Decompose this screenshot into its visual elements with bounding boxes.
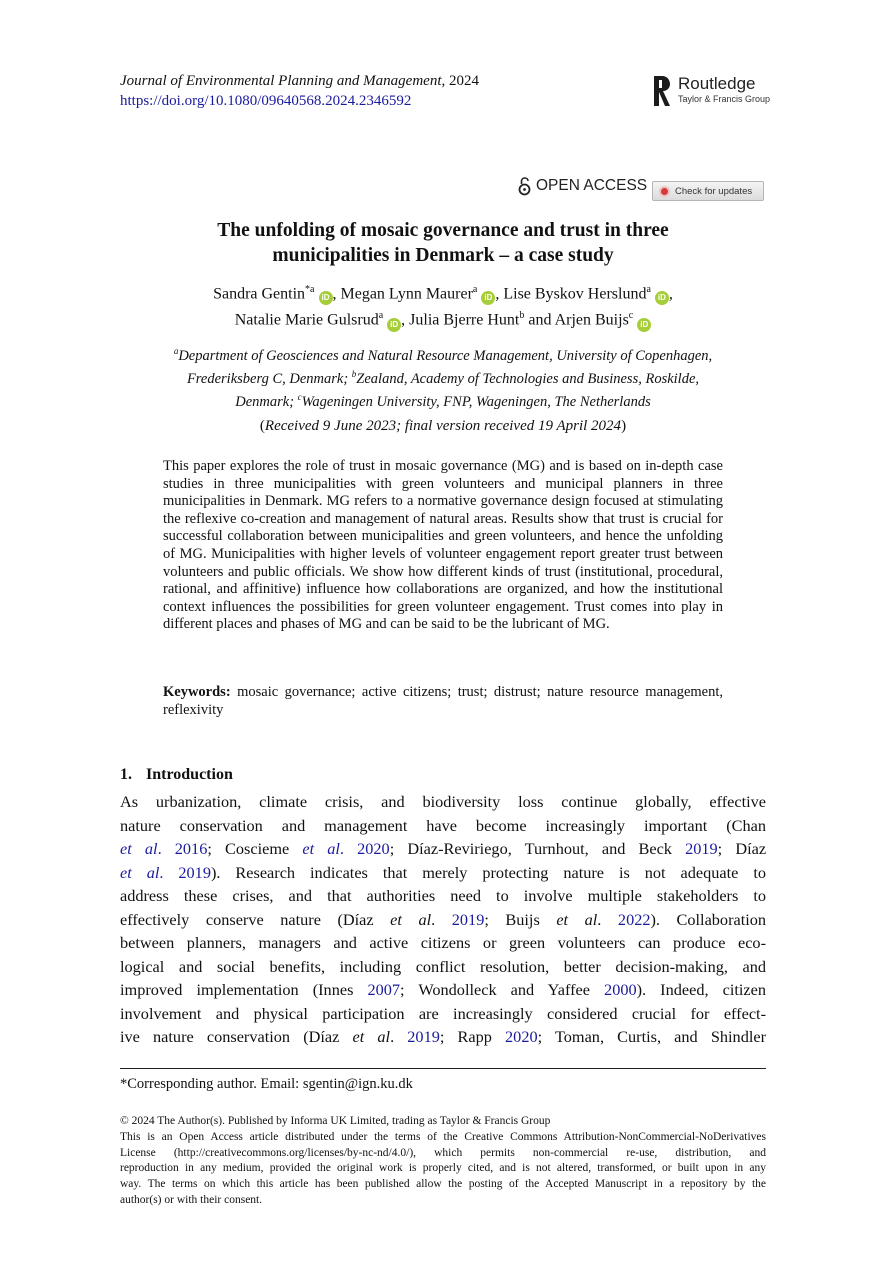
body-text-segment: between planners, managers and active citizens or green volunteers can produce eco- [120, 933, 766, 952]
author-affil-mark: b [519, 310, 525, 322]
affiliation-b: Zealand, Academy of Technologies and Business, Roskilde, [356, 370, 700, 387]
body-text-segment: ). Collaboration [650, 909, 767, 929]
routledge-mark-icon [650, 74, 672, 108]
license-line[interactable]: License (http://creativecommons.org/licenses/by-nc-nd/4.0/), which permits non-commercial re-use, distribution, and [120, 1146, 766, 1159]
citation-link[interactable]: et al [120, 862, 160, 882]
keywords [163, 684, 723, 719]
received-text: Received 9 June 2023; final version received 19 April 2024 [264, 418, 622, 434]
citation-link[interactable]: 2019 [407, 1027, 440, 1046]
affiliation-b-cont: Denmark; [235, 393, 298, 410]
corresponding-text: Corresponding author. Email: sgentin@ign.ku.dk [127, 1076, 413, 1092]
introduction-body [120, 790, 766, 1049]
orcid-icon[interactable]: iD [481, 291, 495, 305]
abstract: This paper explores the role of trust in mosaic governance (MG) and is based on in-depth case studies in three municipalities with green volunteers and municipal planners in three municipalities in Denmark. MG refers to a normative governance design focused at stimulating the reflexive co-creation and management of natural areas. Results show that trust is crucial for successful collaboration between municipalities and green volunteers, and hence the unfolding of MG. Municipalities with higher levels of volunteer engagement report greater trust between volunteers and public officials. We show how different kinds of trust (institutional, procedural, rational, and affinitive) influence how collaborations are organized, and how the institutional context influences the possibilities for green volunteer engagement. Trust comes into play in different places and phases of MG and can be said to be the lubricant of MG. [163, 458, 723, 633]
body-text-segment: ive nature conservation (Díaz [120, 1027, 353, 1046]
citation-link[interactable]: 2007 [367, 980, 401, 999]
body-text-segment: As urbanization, climate crisis, and biodiversity loss continue globally, effective [120, 792, 766, 811]
publisher-subtitle: Taylor & Francis Group [678, 94, 771, 104]
section-title: Introduction [146, 766, 233, 783]
open-access-label: OPEN ACCESS [536, 177, 648, 194]
body-text-segment: improved implementation (Innes [120, 980, 368, 999]
orcid-icon[interactable]: iD [655, 291, 669, 305]
body-text-segment: address these crises, and that authorities need to involve multiple stakeholders to [120, 886, 766, 905]
body-text-segment: effectively conserve nature (Díaz [120, 909, 391, 929]
orcid-icon[interactable]: iD [387, 318, 401, 332]
affiliation-a: Department of Geosciences and Natural Resource Management, University of Copenhagen, [178, 347, 713, 364]
title-line-2: municipalities in Denmark – a case study [272, 245, 614, 266]
license-line: way. The terms on which this article has been published allow the posting of the Accepted Manuscript in a repository by the [120, 1178, 766, 1191]
body-text-segment: ; Coscieme [207, 839, 303, 858]
citation-link[interactable]: et al [302, 839, 340, 858]
body-text-segment: ; Rapp [439, 1027, 506, 1046]
citation-link[interactable]: et al [120, 839, 158, 858]
doi-link[interactable]: https://doi.org/10.1080/09640568.2024.2346592 [120, 93, 412, 109]
section-heading [120, 765, 233, 785]
citation-link[interactable]: . 2019 [159, 862, 211, 882]
title-line-1: The unfolding of mosaic governance and trust in three [217, 220, 669, 241]
citation-link[interactable]: 2020 [505, 1027, 538, 1046]
body-text-segment: ). Research indicates that merely protecting nature is not adequate to [210, 862, 767, 882]
body-text-segment: ; Toman, Curtis, and Shindler [537, 1027, 767, 1046]
body-text-segment: ; Díaz-Reviriego, Turnhout, and Beck [389, 839, 686, 858]
body-text-segment: et al [352, 1027, 391, 1046]
body-line [120, 1002, 766, 1026]
body-text-segment: ). Indeed, citizen [636, 980, 766, 999]
affil-mark: b [351, 368, 357, 379]
citation-link[interactable]: 2019 [451, 909, 485, 929]
affil-mark: a [173, 346, 179, 356]
received-dates: (Received 9 June 2023; final version received 19 April 2024) [259, 418, 627, 434]
check-for-updates-label: Check for updates [675, 185, 753, 197]
body-text-segment: logical and social benefits, including conflict resolution, better decision-making, and [120, 956, 766, 976]
footnote-divider [120, 1068, 766, 1069]
article-title [120, 218, 766, 268]
journal-year: , 2024 [441, 73, 479, 89]
body-text-segment: ; Buijs [484, 909, 557, 929]
open-lock-icon [518, 177, 531, 196]
body-line [120, 884, 766, 908]
author-affil-mark: *a [305, 284, 315, 295]
journal-name: Journal of Environmental Planning and Management [120, 73, 442, 89]
author-name[interactable]: Sandra Gentin [213, 285, 306, 303]
citation-link[interactable]: . 2020 [339, 839, 390, 858]
citation-link[interactable]: 2000 [604, 980, 637, 999]
affiliations [120, 342, 766, 410]
copyright-notice [120, 1114, 766, 1209]
license-line: author(s) or with their consent. [120, 1193, 263, 1206]
affiliation-c: Wageningen University, FNP, Wageningen, The Netherlands [301, 393, 651, 410]
keywords-list: mosaic governance; active citizens; trust; distrust; nature resource management, reflexivity [163, 684, 723, 718]
body-text-segment: et al [556, 909, 598, 929]
publisher-logo [650, 74, 780, 110]
body-text-segment: . [597, 909, 618, 929]
corresponding-mark: * [120, 1076, 128, 1092]
citation-link[interactable]: . 2016 [157, 839, 208, 858]
author-name[interactable]: Megan Lynn Maurer [340, 285, 473, 303]
affil-mark: c [297, 391, 302, 402]
body-text-segment: ; Díaz [717, 839, 767, 858]
body-line [120, 931, 766, 955]
citation-link[interactable]: 2022 [617, 909, 651, 929]
keywords-label: Keywords: [163, 684, 231, 700]
author-affil-mark: a [472, 284, 478, 295]
body-line [120, 1025, 766, 1049]
body-line [120, 861, 766, 885]
author-list: Sandra Gentin$^{*a}$iD , Megan Lynn Maurer$^a$iD , Lise Byskov Herslund$^a$iD , Natalie Marie Gulsrud$^a$iD , Julia Bjerre Hunt$^b$ and Arjen Buijs$^c$iD [120, 279, 766, 332]
crossmark-icon [659, 186, 670, 197]
license-line: This is an Open Access article distributed under the terms of the Creative Commons Attribution-NonCommercial-NoDerivatives [120, 1130, 766, 1143]
body-line [120, 790, 766, 814]
body-line [120, 837, 766, 861]
author-name[interactable]: Lise Byskov Herslund [503, 285, 647, 303]
body-text-segment: et al [390, 909, 432, 929]
citation-link[interactable]: 2019 [685, 839, 718, 858]
author-affil-mark: a [378, 310, 384, 322]
author-affil-mark: a [646, 284, 651, 295]
check-for-updates-button[interactable] [652, 181, 764, 201]
body-line [120, 908, 766, 932]
publisher-name: Routledge [678, 74, 756, 93]
author-affil-mark: c [628, 310, 634, 322]
body-text-segment: . [390, 1027, 408, 1046]
copyright-line: © 2024 The Author(s). Published by Informa UK Limited, trading as Taylor & Francis Group [120, 1115, 551, 1127]
body-text-segment: involvement and physical participation are increasingly considered crucial for effect- [120, 1003, 766, 1023]
section-number: 1. [120, 766, 132, 783]
orcid-icon[interactable]: iD [637, 318, 651, 332]
author-name[interactable]: Arjen Buijs [554, 311, 629, 329]
license-line: reproduction in any medium, provided the original work is properly cited, and is not altered, transformed, or built upon in any [120, 1162, 766, 1175]
journal-citation [120, 72, 479, 90]
open-access-badge [518, 175, 647, 197]
body-text-segment: nature conservation and management have become increasingly important (Chan [120, 815, 766, 835]
orcid-icon[interactable]: iD [319, 291, 333, 305]
body-line [120, 955, 766, 979]
author-name[interactable]: Natalie Marie Gulsrud [234, 311, 379, 329]
body-text-segment: . [431, 909, 452, 929]
body-text-segment: ; Wondolleck and Yaffee [400, 980, 605, 999]
body-line [120, 814, 766, 838]
body-line [120, 978, 766, 1002]
author-name[interactable]: Julia Bjerre Hunt [409, 311, 520, 329]
corresponding-author-note [120, 1075, 413, 1093]
affiliation-a-cont: Frederiksberg C, Denmark; [186, 370, 352, 387]
